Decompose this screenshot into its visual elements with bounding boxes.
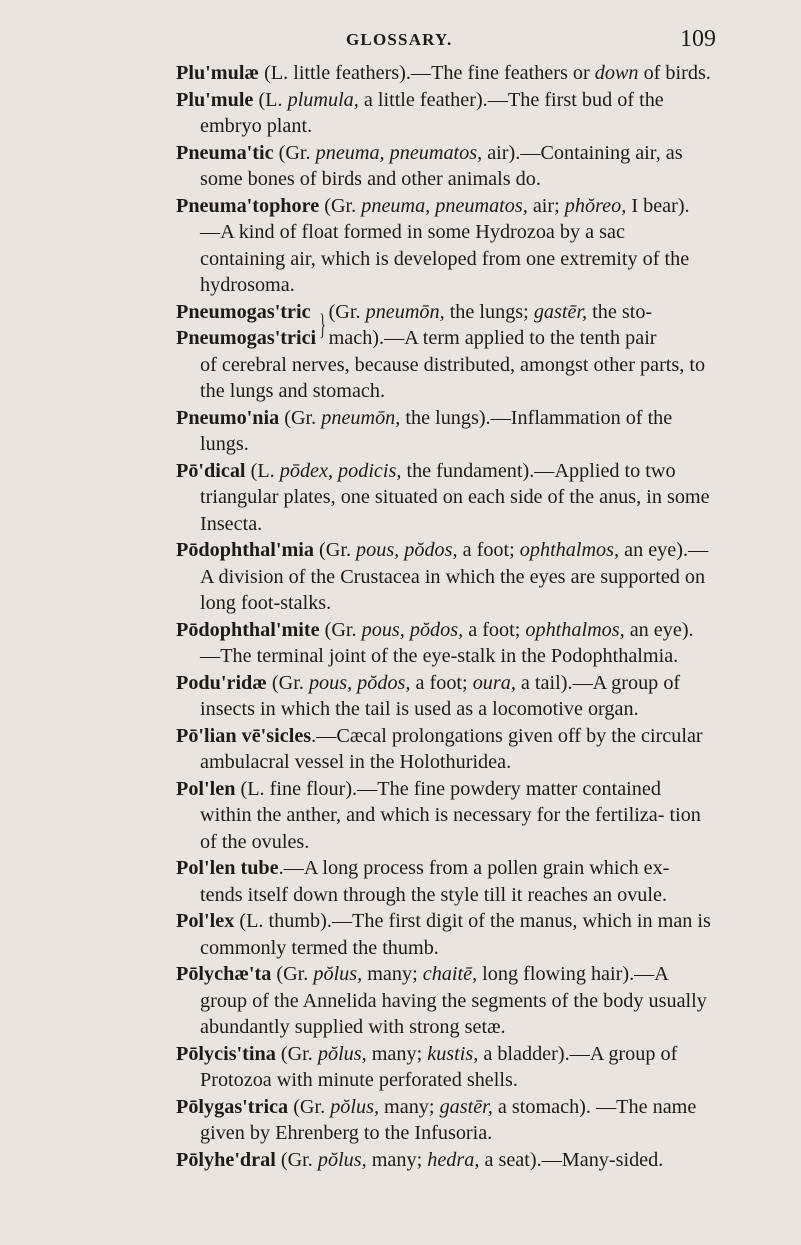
entry-text: many; — [362, 963, 423, 985]
running-head: GLOSSARY. — [346, 30, 453, 49]
entry-term: Pol'lex — [176, 910, 235, 932]
entry-text: .—A long process from a pollen grain which ex- tends itself down through the style till it reaches an ovule. — [200, 857, 670, 906]
glossary-entry — [176, 1041, 712, 1094]
entry-italic: pŏlus, — [317, 1042, 367, 1065]
entry-term: Podu'ridæ — [176, 671, 267, 694]
entry-italic: plumula, — [287, 88, 359, 111]
entry-text: (L. — [245, 459, 280, 482]
glossary-entry — [176, 855, 712, 908]
entry-text: (Gr. — [313, 539, 357, 561]
entry-italic: pous, pŏdos, — [308, 671, 411, 694]
entry-term: Plu'mule — [176, 88, 254, 111]
entry-italic: kustis, — [427, 1042, 479, 1065]
entry-italic: pŏlus, — [313, 963, 363, 985]
entry-text: (Gr. — [275, 1042, 318, 1065]
entry-text: the lungs).—Inflammation of the lungs. — [200, 406, 673, 455]
entry-text: the fundament).—Applied to two triangular plates, one situated on each side of the anus, in some Insecta. — [200, 459, 710, 535]
entry-text: a foot; — [457, 539, 520, 561]
entry-term: Pneumo'nia — [176, 406, 280, 429]
glossary-entry — [176, 617, 712, 670]
entry-text: an eye).— A division of the Crustacea in which the eyes are supported on long foot-stalks. — [200, 539, 709, 614]
paired-terms — [176, 299, 316, 352]
entry-text: a seat).—Many-sided. — [479, 1148, 664, 1171]
entry-italic: pŏlus, — [330, 1095, 379, 1118]
entry-term: Pōdophthal'mia — [176, 539, 314, 561]
entry-text: (L. thumb).—The first digit of the manus, which in man is commonly termed the thumb. — [200, 910, 711, 959]
entry-italic: pŏlus, — [317, 1148, 367, 1171]
entry-term: Pōlygas'trica — [176, 1095, 289, 1118]
entry-italic: ophthalmos, — [525, 618, 625, 641]
entry-text: a tail).—A group of insects in which the tail is used as a locomotive organ. — [200, 671, 681, 720]
entry-italic: pneumōn, — [321, 406, 401, 429]
definition-line — [329, 299, 712, 326]
entry-italic: pōdex, podicis, — [279, 459, 402, 482]
entry-italic: oura, — [472, 671, 516, 694]
entry-italic: gastēr, — [439, 1095, 493, 1118]
brace-icon: } — [319, 308, 327, 341]
entry-text: of birds. — [638, 62, 711, 84]
entry-italic: pneumōn, — [365, 300, 445, 323]
entry-text: air; — [527, 194, 565, 217]
glossary-entry — [176, 458, 712, 538]
entry-text: a foot; — [410, 671, 473, 694]
entry-italic: pous, pŏdos, — [356, 539, 458, 561]
entry-italic: pneuma, pneumatos, — [361, 194, 528, 217]
entry-term: Pōlychæ'ta — [176, 963, 272, 985]
entry-term: Pneumogas'trici — [176, 327, 317, 349]
glossary-entry — [176, 405, 712, 458]
paired-entry — [176, 299, 712, 352]
entry-text: (Gr. — [328, 300, 366, 323]
entry-text: (Gr. — [266, 671, 309, 694]
glossary-entry — [176, 670, 712, 723]
glossary-entry — [176, 193, 712, 299]
entry-text: (Gr. — [319, 618, 362, 641]
entry-text: I bear). —A kind of float formed in some Hydrozoa by a sac containing air, which is developed from one extremity of the hydrosoma. — [200, 194, 690, 296]
entry-italic: down — [594, 62, 639, 84]
entry-italic: hedra, — [427, 1148, 480, 1171]
entry-text: (L. — [253, 88, 288, 111]
entry-italic: pous, pŏdos, — [361, 618, 464, 641]
page-number: 109 — [680, 26, 716, 52]
entry-term: Pol'len — [176, 777, 236, 800]
entry-term: Pōdophthal'mite — [176, 618, 320, 641]
entry-text: (Gr. — [319, 194, 362, 217]
paired-definition-continued: of cerebral nerves, because distributed, amongst other parts, to the lungs and stomach. — [200, 353, 706, 402]
entry-italic: phŏreo, — [564, 194, 627, 217]
entry-text: (L. fine flour).—The fine powdery matter contained within the anther, and which is necessary for the fertiliza- tion of the ovules. — [200, 777, 701, 853]
glossary-entry — [176, 1094, 712, 1147]
entry-term: Pneuma'tic — [176, 141, 274, 164]
entry-text: an eye). —The terminal joint of the eye-stalk in the Podophthalmia. — [200, 618, 694, 667]
page-header — [0, 18, 801, 58]
entry-term: Pneumogas'tric — [176, 300, 311, 323]
entry-text: (Gr. — [279, 406, 322, 429]
glossary-entry — [176, 776, 712, 856]
entry-text: (Gr. — [273, 141, 316, 164]
entry-italic: pneuma, pneumatos, — [315, 141, 483, 164]
entry-text: many; — [366, 1148, 428, 1171]
entry-text: a stomach). —The name given by Ehrenberg to the Infusoria. — [200, 1095, 697, 1144]
entry-text: air).—Containing air, as some bones of birds and other animals do. — [200, 141, 683, 190]
entry-term: Pōlycis'tina — [176, 1042, 276, 1065]
entry-text: many; — [379, 1095, 440, 1118]
entry-term: Plu'mulæ — [176, 62, 260, 84]
glossary-entry — [176, 1147, 712, 1174]
entry-term: Pō'dical — [176, 459, 246, 482]
entry-term: Pneuma'tophore — [176, 194, 320, 217]
glossary-entries — [176, 60, 712, 1173]
glossary-entry — [176, 537, 712, 617]
entry-text: (Gr. — [275, 1148, 318, 1171]
entry-term: Pō'lian vē'sicles — [176, 724, 312, 747]
entry-text: a bladder).—A group of Protozoa with minute perforated shells. — [200, 1042, 678, 1091]
definition-line: mach).—A term applied to the tenth pair — [328, 327, 657, 349]
entry-text: many; — [366, 1042, 428, 1065]
glossary-entry — [176, 961, 712, 1041]
entry-text: the lungs; — [444, 300, 534, 323]
entry-text: (Gr. — [288, 1095, 331, 1118]
glossary-entry — [176, 908, 712, 961]
entry-text: the sto- — [587, 300, 653, 323]
glossary-entry — [176, 723, 712, 776]
entry-text: long flowing hair).—A group of the Annelida having the segments of the body usually abundantly supplied with strong setæ. — [200, 963, 707, 1038]
entry-italic: gastēr, — [533, 300, 588, 323]
entry-text: a foot; — [463, 618, 526, 641]
glossary-entry — [176, 140, 712, 193]
entry-term: Pol'len tube — [176, 857, 279, 879]
entry-term: Pōlyhe'dral — [176, 1148, 276, 1171]
entry-text: a little feather).—The first bud of the embryo plant. — [200, 88, 664, 137]
glossary-entry — [176, 60, 712, 87]
entry-text: (L. little feathers).—The fine feathers or — [259, 62, 595, 84]
paired-definition — [329, 299, 712, 352]
entry-text: (Gr. — [271, 963, 314, 985]
entry-italic: ophthalmos, — [519, 539, 620, 561]
entry-text: .—Cæcal prolongations given off by the circular ambulacral vessel in the Holothuridea. — [200, 724, 703, 773]
entry-italic: chaitē, — [422, 963, 478, 985]
glossary-entry — [176, 87, 712, 140]
